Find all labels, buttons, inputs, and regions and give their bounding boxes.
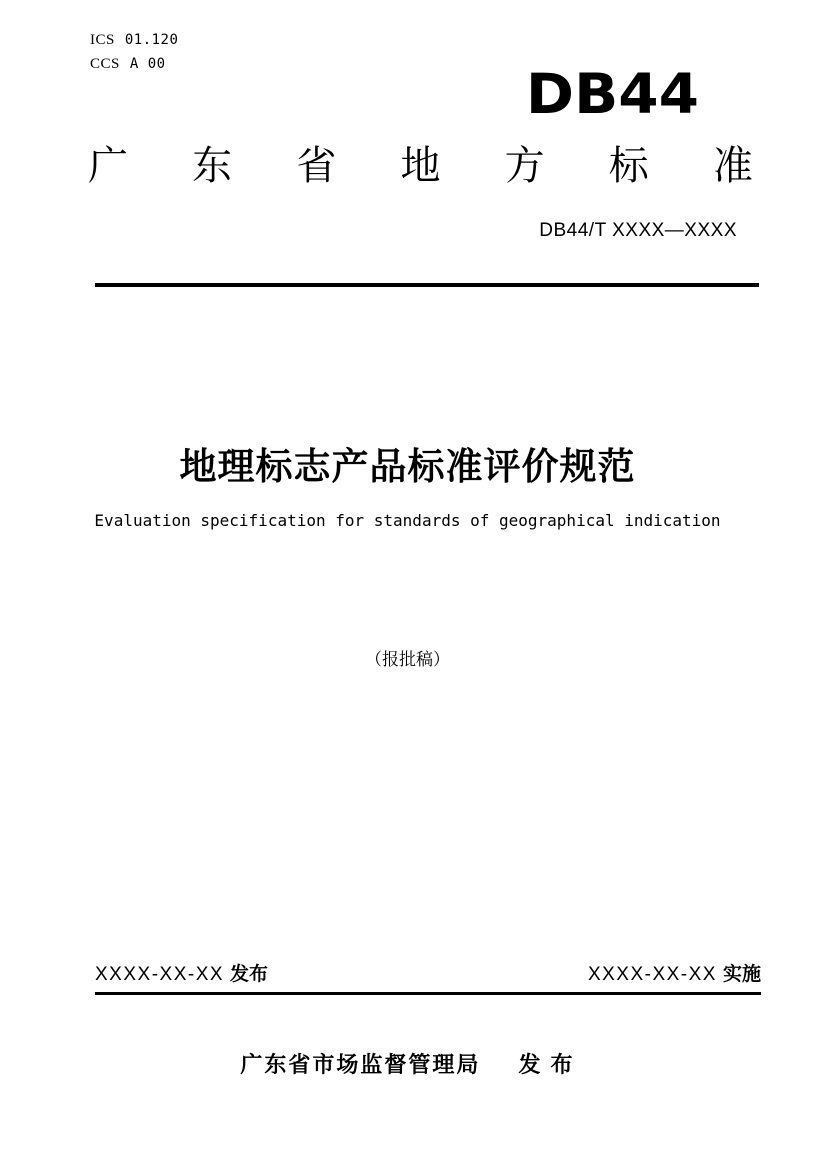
publisher-row bbox=[0, 1048, 815, 1079]
document-number: DB44/T XXXX—XXXX bbox=[539, 220, 737, 241]
ics-line bbox=[90, 28, 178, 52]
ccs-line bbox=[90, 52, 178, 76]
publish-action: 发 布 bbox=[518, 1052, 575, 1077]
footer-rule bbox=[95, 992, 761, 995]
document-title-english: Evaluation specification for standards of geographical indication bbox=[94, 511, 721, 530]
ccs-label: CCS bbox=[90, 56, 120, 72]
implement-date: XXXX-XX-XX bbox=[587, 964, 717, 985]
implement-date-group bbox=[588, 959, 761, 986]
standard-name-row bbox=[88, 142, 753, 190]
draft-status-note: （报批稿） bbox=[365, 650, 450, 669]
ics-value: 01.120 bbox=[124, 32, 179, 48]
standard-name-char: 准 bbox=[712, 144, 753, 188]
issue-date: XXXX-XX-XX bbox=[95, 964, 225, 985]
ccs-value: A 00 bbox=[129, 56, 166, 72]
classification-codes bbox=[90, 28, 178, 76]
issue-date-group bbox=[95, 959, 268, 986]
document-title-chinese: 地理标志产品标准评价规范 bbox=[179, 446, 636, 487]
standard-name-char: 广 bbox=[88, 144, 128, 188]
dates-row bbox=[95, 959, 761, 986]
standard-name-char: 标 bbox=[608, 144, 649, 188]
standard-name-char: 省 bbox=[296, 144, 337, 188]
ics-label: ICS bbox=[90, 32, 115, 48]
implement-label: 实施 bbox=[722, 964, 761, 985]
header-rule bbox=[95, 283, 759, 287]
publisher-name: 广东省市场监督管理局 bbox=[240, 1052, 481, 1077]
issue-label: 发布 bbox=[230, 964, 269, 985]
db44-logo: DB44 bbox=[525, 61, 699, 127]
standard-name-char: 方 bbox=[504, 144, 545, 188]
standard-name-char: 地 bbox=[400, 144, 441, 188]
standard-name-char: 东 bbox=[192, 144, 233, 188]
